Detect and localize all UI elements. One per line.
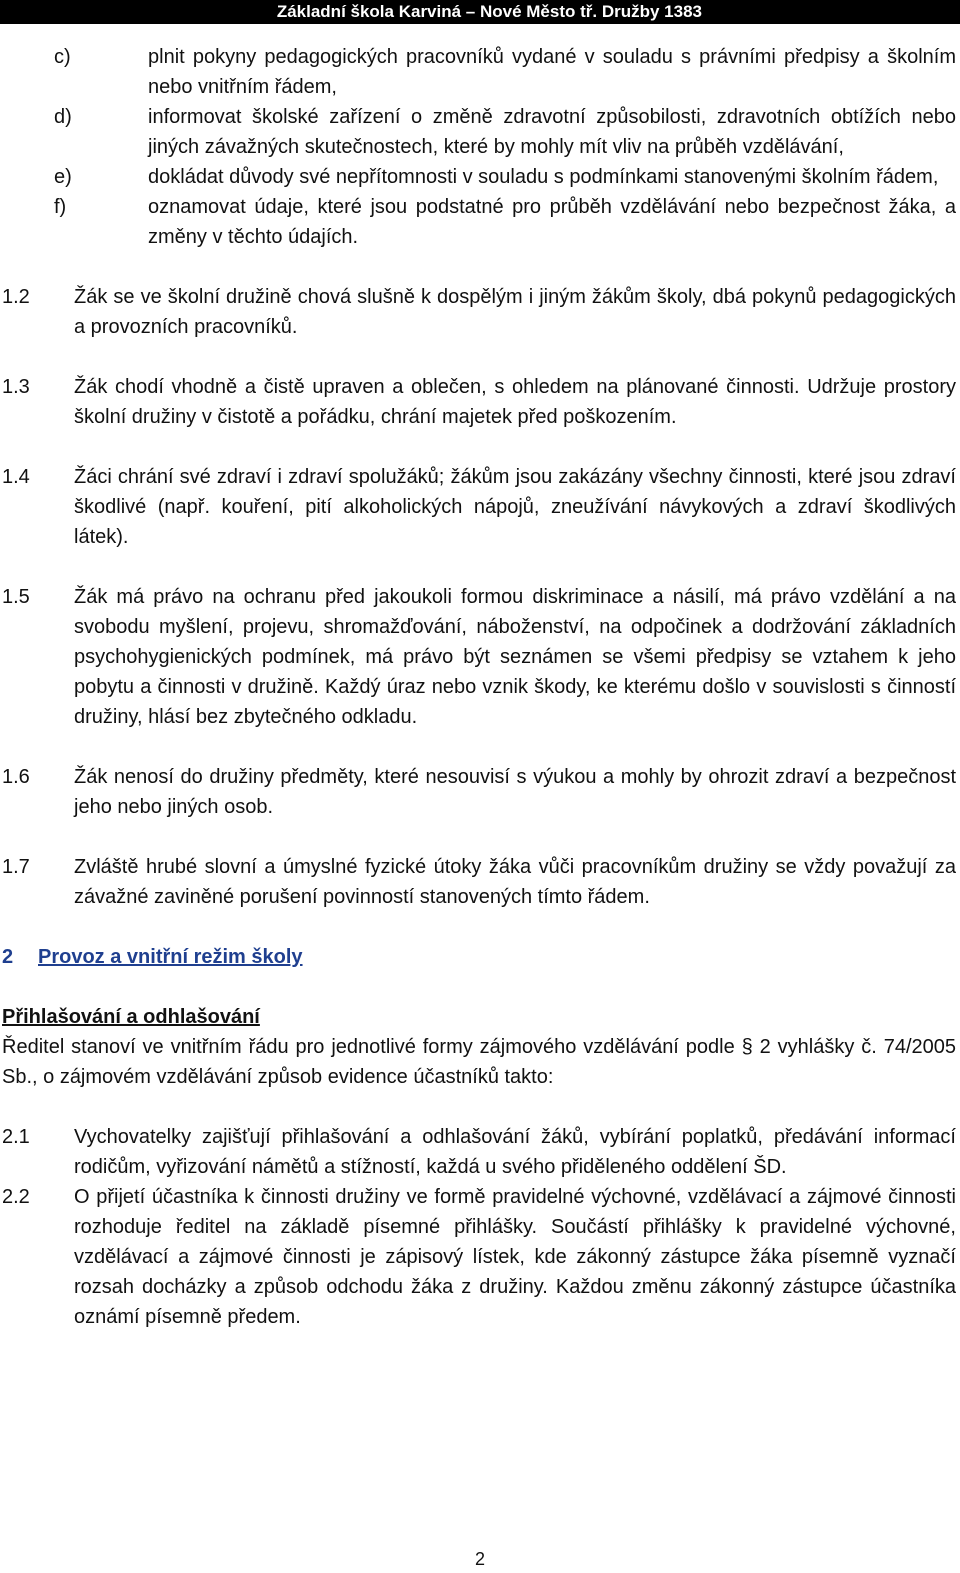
numbered-item <box>2 282 956 342</box>
letter-list <box>2 42 956 252</box>
item-label: e) <box>54 166 72 188</box>
list-item <box>2 162 956 192</box>
item-text: Vychovatelky zajišťují přihlašování a odhlašování žáků, vybírání poplatků, předávání informací rodičům, vyřizování námětů a stížností, každá u svého přiděleného oddělení ŠD. <box>74 1126 956 1178</box>
item-number: 1.4 <box>2 466 30 488</box>
item-text: plnit pokyny pedagogických pracovníků vydané v souladu s právními předpisy a školním nebo vnitřním řádem, <box>148 46 956 98</box>
item-number: 1.7 <box>2 856 30 878</box>
subsection-intro: Ředitel stanoví ve vnitřním řádu pro jednotlivé formy zájmového vzdělávání podle § 2 vyhlášky č. 74/2005 Sb., o zájmovém vzdělávání způsob evidence účastníků takto: <box>2 1036 956 1088</box>
item-text: Žák nenosí do družiny předměty, které nesouvisí s výukou a mohly by ohrozit zdraví a bezpečnost jeho nebo jiných osob. <box>74 766 956 818</box>
page-number: 2 <box>474 1549 485 1569</box>
list-item <box>2 102 956 162</box>
item-text: informovat školské zařízení o změně zdravotní způsobilosti, zdravotních obtížích nebo jiných závažných skutečnostech, které by mohly mít vliv na průběh vzdělávání, <box>148 106 956 158</box>
item-text: Žák má právo na ochranu před jakoukoli formou diskriminace a násilí, má právo vzdělání a na svobodu myšlení, projevu, shromažďování, náboženství, na odpočinek a dodržování základních psychohygienických podmínek, má právo být seznámen se všemi předpisy se vztahem k jeho pobytu a činnosti v družině. Každý úraz nebo vznik škody, ke kterému došlo v souvislosti s činností družiny, hlásí bez zbytečného odkladu. <box>74 586 956 728</box>
header-title: Základní škola Karviná – Nové Město tř. Družby 1383 <box>276 2 702 21</box>
item-label: f) <box>54 196 67 218</box>
section-heading <box>2 942 956 972</box>
item-number: 1.6 <box>2 766 30 788</box>
item-text: dokládat důvody své nepřítomnosti v souladu s podmínkami stanovenými školním řádem, <box>148 166 939 188</box>
section-number: 2 <box>2 946 14 968</box>
subsection-title: Přihlašování a odhlašování <box>2 1006 260 1028</box>
numbered-item <box>2 582 956 732</box>
item-text: oznamovat údaje, které jsou podstatné pro průběh vzdělávání nebo bezpečnost žáka, a změny v těchto údajích. <box>148 196 956 248</box>
item-number: 1.3 <box>2 376 30 398</box>
item-text: Žák se ve školní družině chová slušně k dospělým i jiným žákům školy, dbá pokynů pedagogických a provozních pracovníků. <box>74 286 956 338</box>
list-item <box>2 42 956 102</box>
list-item <box>2 192 956 252</box>
item-number: 1.5 <box>2 586 30 608</box>
item-text: Žák chodí vhodně a čistě upraven a oblečen, s ohledem na plánované činnosti. Udržuje prostory školní družiny v čistotě a pořádku, chrání majetek před poškozením. <box>74 376 956 428</box>
document-body <box>2 42 956 1332</box>
numbered-item <box>2 1122 956 1182</box>
item-text: Zvláště hrubé slovní a úmyslné fyzické útoky žáka vůči pracovníkům družiny se vždy považují za závažné zaviněné porušení povinností stanovených tímto řádem. <box>74 856 956 908</box>
numbered-item <box>2 762 956 822</box>
item-number: 1.2 <box>2 286 30 308</box>
numbered-item <box>2 462 956 552</box>
item-label: c) <box>54 46 71 68</box>
item-label: d) <box>54 106 72 128</box>
item-text: O přijetí účastníka k činnosti družiny ve formě pravidelné výchovné, vzdělávací a zájmové činnosti rozhoduje ředitel na základě písemné přihlášky. Součástí přihlášky k pravidelné výchovné, vzdělávací a zájmové činnosti je zápisový lístek, kde zákonný zástupce žáka písemně vyznačí rozsah docházky a způsob odchodu žáka z družiny. Každou změnu zákonný zástupce účastníka oznámí písemně předem. <box>74 1186 956 1328</box>
item-text: Žáci chrání své zdraví i zdraví spolužáků; žákům jsou zakázány všechny činnosti, které jsou zdraví škodlivé (např. kouření, pití alkoholických nápojů, zneužívání návykových a zdraví škodlivých látek). <box>74 466 956 548</box>
item-number: 2.1 <box>2 1126 30 1148</box>
numbered-item <box>2 372 956 432</box>
numbered-item <box>2 1182 956 1332</box>
item-number: 2.2 <box>2 1186 30 1208</box>
page-header <box>0 0 960 24</box>
section-title: Provoz a vnitřní režim školy <box>38 946 303 968</box>
numbered-item <box>2 852 956 912</box>
